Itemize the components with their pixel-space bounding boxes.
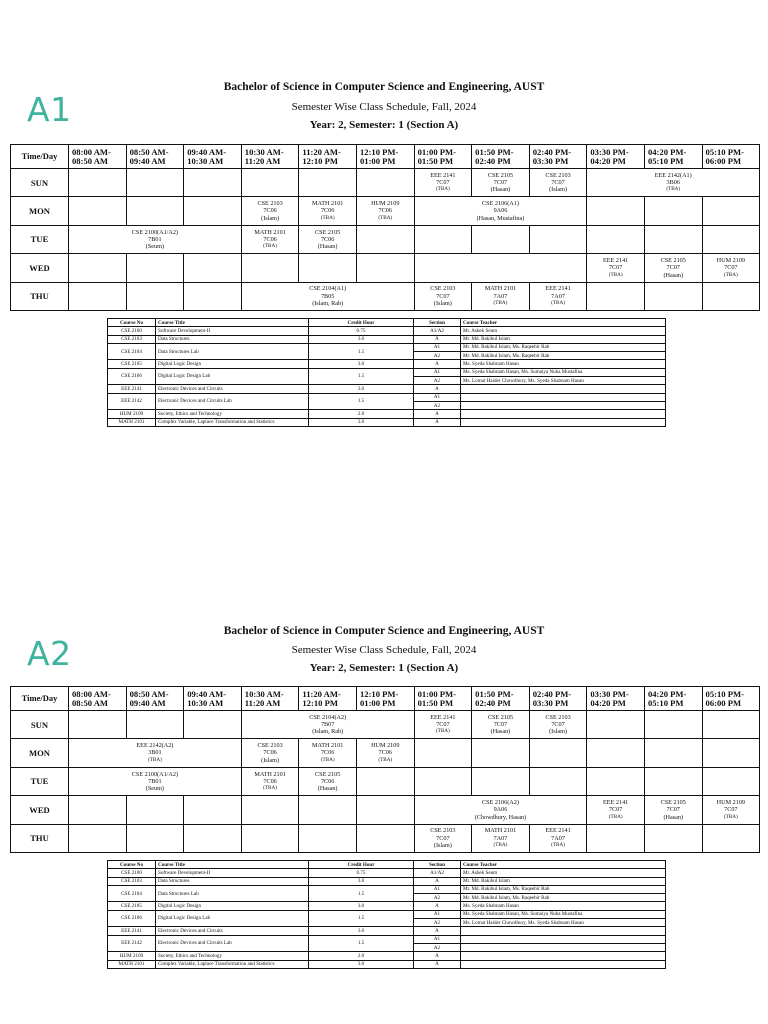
time-slot-header: 10:30 AM- 11:20 AM xyxy=(241,145,299,169)
course-column-header: Course No xyxy=(108,861,156,869)
empty-slot xyxy=(472,225,530,253)
course-title: Electronic Devices and Circuits Lab xyxy=(156,393,309,410)
empty-slot xyxy=(644,197,702,225)
day-label: TUE xyxy=(11,225,69,253)
empty-slot xyxy=(126,254,184,282)
course-section: A1 xyxy=(414,910,461,918)
empty-slot xyxy=(356,767,414,795)
time-slot-header: 01:00 PM- 01:50 PM xyxy=(414,145,472,169)
day-label: MON xyxy=(11,197,69,225)
empty-slot xyxy=(414,225,472,253)
day-label: SUN xyxy=(11,169,69,197)
course-section: A2 xyxy=(414,943,461,951)
empty-slot xyxy=(184,254,242,282)
time-slot-header: 08:00 AM- 08:50 AM xyxy=(69,145,127,169)
time-slot-header: 05:10 PM- 06:00 PM xyxy=(702,145,760,169)
credit-hour: 0.75 xyxy=(309,869,414,877)
empty-slot xyxy=(184,824,242,852)
time-slot-header: 01:50 PM- 02:40 PM xyxy=(472,687,530,711)
empty-slot xyxy=(414,739,472,767)
course-no: CSE 2104 xyxy=(108,343,156,360)
course-column-header: Course Teacher xyxy=(461,319,666,327)
time-day-header: Time/Day xyxy=(11,687,69,711)
empty-slot xyxy=(241,254,299,282)
course-teacher: Ms. Lomat Haider Chowdhury, Ms. Syeda Shabnam Hasan xyxy=(461,919,666,927)
empty-slot xyxy=(299,824,357,852)
course-no: EEE 2142 xyxy=(108,393,156,410)
credit-hour: 1.5 xyxy=(309,368,414,385)
class-cell: CSE 2105 7C06 (Hasan) xyxy=(299,225,357,253)
time-slot-header: 02:40 PM- 03:30 PM xyxy=(529,145,587,169)
empty-slot xyxy=(644,767,702,795)
class-cell: EEE 2141 7C07 (TBA) xyxy=(414,711,472,739)
empty-slot xyxy=(702,739,760,767)
empty-slot xyxy=(472,739,530,767)
course-column-header: Section xyxy=(414,319,461,327)
course-title: Society, Ethics and Technology xyxy=(156,952,309,960)
time-slot-header: 08:00 AM- 08:50 AM xyxy=(69,687,127,711)
course-teacher xyxy=(461,410,666,418)
course-teacher: Mr. Ashek Seum xyxy=(461,327,666,335)
empty-slot xyxy=(587,711,645,739)
empty-slot xyxy=(702,767,760,795)
header-row xyxy=(11,145,760,169)
day-row xyxy=(11,197,760,225)
empty-slot xyxy=(69,824,127,852)
empty-slot xyxy=(356,796,414,824)
class-cell: EEE 2141 7C07 (TBA) xyxy=(587,796,645,824)
class-cell: EEE 2141 7A07 (TBA) xyxy=(529,824,587,852)
credit-hour: 1.5 xyxy=(309,343,414,360)
course-header-row xyxy=(108,319,666,327)
credit-hour: 1.5 xyxy=(309,910,414,927)
empty-slot xyxy=(644,225,702,253)
course-row xyxy=(108,368,666,376)
course-teacher xyxy=(461,960,666,968)
empty-slot xyxy=(126,282,184,310)
credit-hour: 3.0 xyxy=(309,877,414,885)
class-cell: EEE 2142(A1) 3B06 (TBA) xyxy=(587,169,760,197)
course-teacher xyxy=(461,401,666,409)
class-cell: EEE 2141 7A07 (TBA) xyxy=(529,282,587,310)
course-row xyxy=(108,343,666,351)
course-teacher: Mr. Md. Rakibul Islam, Ms. Raqeebir Rab xyxy=(461,885,666,893)
time-slot-header: 08:50 AM- 09:40 AM xyxy=(126,145,184,169)
day-label: WED xyxy=(11,254,69,282)
course-title: Data Structures xyxy=(156,877,309,885)
empty-slot xyxy=(414,254,587,282)
time-slot-header: 12:10 PM- 01:00 PM xyxy=(356,145,414,169)
time-slot-header: 03:30 PM- 04:20 PM xyxy=(587,687,645,711)
empty-slot xyxy=(184,282,242,310)
class-cell: MATH 2101 7A07 (TBA) xyxy=(472,282,530,310)
time-slot-header: 11:20 AM- 12:10 PM xyxy=(299,145,357,169)
course-section: A xyxy=(414,960,461,968)
course-title: Electronic Devices and Circuits xyxy=(156,385,309,393)
course-teacher: Ms. Lomat Haider Chowdhury, Ms. Syeda Shabnam Hasan xyxy=(461,377,666,385)
course-teacher: Ms. Syeda Shabnam Hasan, Ms. Sumaiya Nuha Mustafina xyxy=(461,368,666,376)
class-cell: CSE 2104(A2) 7B07 (Islam, Rab) xyxy=(241,711,414,739)
course-teacher: Mr. Md. Rakibul Islam, Ms. Raqeebir Rab xyxy=(461,352,666,360)
course-row xyxy=(108,910,666,918)
empty-slot xyxy=(644,711,702,739)
course-column-header: Section xyxy=(414,861,461,869)
course-row xyxy=(108,335,666,343)
empty-slot xyxy=(587,767,645,795)
credit-hour: 3.0 xyxy=(309,927,414,935)
empty-slot xyxy=(299,169,357,197)
course-section: A2 xyxy=(414,401,461,409)
course-title: Digital Logic Design Lab xyxy=(156,910,309,927)
credit-hour: 3.0 xyxy=(309,418,414,426)
course-row xyxy=(108,935,666,943)
empty-slot xyxy=(184,169,242,197)
course-no: CSE 2100 xyxy=(108,327,156,335)
empty-slot xyxy=(69,254,127,282)
course-no: MATH 2101 xyxy=(108,960,156,968)
course-title: Electronic Devices and Circuits Lab xyxy=(156,935,309,952)
time-slot-header: 02:40 PM- 03:30 PM xyxy=(529,687,587,711)
course-row xyxy=(108,885,666,893)
header-row xyxy=(11,687,760,711)
day-label: SUN xyxy=(11,711,69,739)
course-no: CSE 2106 xyxy=(108,910,156,927)
course-no: CSE 2104 xyxy=(108,885,156,902)
class-cell: CSE 2104(A1) 7B05 (Islam, Rab) xyxy=(241,282,414,310)
empty-slot xyxy=(702,282,760,310)
course-section: A1 xyxy=(414,343,461,351)
course-section: A1 xyxy=(414,368,461,376)
empty-slot xyxy=(356,254,414,282)
course-teacher: Mr. Md. Rakibul Islam xyxy=(461,335,666,343)
class-cell: CSE 2106(A1) 9A06 (Hasan, Mustafina) xyxy=(414,197,587,225)
course-section: A xyxy=(414,902,461,910)
credit-hour: 3.0 xyxy=(309,385,414,393)
empty-slot xyxy=(299,254,357,282)
class-cell: CSE 2100(A1/A2) 7B01 (Seum) xyxy=(69,767,242,795)
class-schedule-table xyxy=(10,686,760,853)
class-cell: MATH 2101 7C06 (TBA) xyxy=(299,739,357,767)
time-slot-header: 01:00 PM- 01:50 PM xyxy=(414,687,472,711)
course-section: A xyxy=(414,335,461,343)
course-no: CSE 2106 xyxy=(108,368,156,385)
course-row xyxy=(108,952,666,960)
empty-slot xyxy=(126,711,184,739)
empty-slot xyxy=(184,796,242,824)
empty-slot xyxy=(299,796,357,824)
course-no: EEE 2142 xyxy=(108,935,156,952)
course-title: Data Structures Lab xyxy=(156,343,309,360)
empty-slot xyxy=(702,824,760,852)
credit-hour: 1.5 xyxy=(309,393,414,410)
class-cell: MATH 2101 7C06 (TBA) xyxy=(241,767,299,795)
course-row xyxy=(108,902,666,910)
empty-slot xyxy=(69,796,127,824)
course-no: EEE 2141 xyxy=(108,385,156,393)
empty-slot xyxy=(69,282,127,310)
course-teacher: Mr. Md. Rakibul Islam xyxy=(461,877,666,885)
course-teacher xyxy=(461,385,666,393)
day-row xyxy=(11,824,760,852)
empty-slot xyxy=(414,767,472,795)
course-no: CSE 2103 xyxy=(108,335,156,343)
class-cell: MATH 2101 7C06 (TBA) xyxy=(299,197,357,225)
class-cell: EEE 2142(A2) 3B01 (TBA) xyxy=(69,739,242,767)
course-teacher: Ms. Syeda Shabnam Hasan, Ms. Sumaiya Nuha Mustafina xyxy=(461,910,666,918)
empty-slot xyxy=(644,282,702,310)
empty-slot xyxy=(126,796,184,824)
course-column-header: Course No xyxy=(108,319,156,327)
course-header-row xyxy=(108,861,666,869)
time-slot-header: 04:20 PM- 05:10 PM xyxy=(644,687,702,711)
course-teacher xyxy=(461,418,666,426)
course-row xyxy=(108,360,666,368)
class-cell: CSE 2106(A2) 9A06 (Chowdhury, Hasan) xyxy=(414,796,587,824)
class-cell: CSE 2105 7C06 (Hasan) xyxy=(299,767,357,795)
course-title: Electronic Devices and Circuits xyxy=(156,927,309,935)
course-column-header: Credit Hour xyxy=(309,319,414,327)
empty-slot xyxy=(356,169,414,197)
course-title: Digital Logic Design xyxy=(156,902,309,910)
course-row xyxy=(108,869,666,877)
day-label: TUE xyxy=(11,767,69,795)
course-section: A xyxy=(414,952,461,960)
course-section: A xyxy=(414,410,461,418)
time-slot-header: 09:40 AM- 10:30 AM xyxy=(184,687,242,711)
course-teacher xyxy=(461,943,666,951)
class-cell: CSE 2103 7C07 (Islam) xyxy=(414,282,472,310)
day-row xyxy=(11,796,760,824)
class-cell: HUM 2109 7C06 (TBA) xyxy=(356,739,414,767)
course-title: Software Development-II xyxy=(156,327,309,335)
course-row xyxy=(108,418,666,426)
course-section: A1 xyxy=(414,885,461,893)
day-row xyxy=(11,739,760,767)
credit-hour: 1.5 xyxy=(309,935,414,952)
time-day-header: Time/Day xyxy=(11,145,69,169)
empty-slot xyxy=(587,824,645,852)
day-row xyxy=(11,169,760,197)
course-teacher: Mr. Md. Rakibul Islam, Ms. Raqeebir Rab xyxy=(461,894,666,902)
class-cell: CSE 2103 7C07 (Islam) xyxy=(414,824,472,852)
time-slot-header: 12:10 PM- 01:00 PM xyxy=(356,687,414,711)
course-section: A2 xyxy=(414,919,461,927)
course-teacher xyxy=(461,393,666,401)
empty-slot xyxy=(241,796,299,824)
empty-slot xyxy=(356,824,414,852)
course-row xyxy=(108,327,666,335)
course-row xyxy=(108,410,666,418)
time-slot-header: 01:50 PM- 02:40 PM xyxy=(472,145,530,169)
empty-slot xyxy=(644,739,702,767)
course-teacher: Ms. Syeda Shabnam Hasan xyxy=(461,902,666,910)
course-section: A2 xyxy=(414,377,461,385)
course-teacher xyxy=(461,952,666,960)
course-section: A xyxy=(414,360,461,368)
course-no: HUM 2109 xyxy=(108,410,156,418)
empty-slot xyxy=(702,197,760,225)
empty-slot xyxy=(184,711,242,739)
empty-slot xyxy=(587,197,645,225)
class-schedule-table xyxy=(10,144,760,311)
time-slot-header: 04:20 PM- 05:10 PM xyxy=(644,145,702,169)
course-column-header: Course Title xyxy=(156,861,309,869)
class-cell: CSE 2105 7C07 (Hasan) xyxy=(644,796,702,824)
day-row xyxy=(11,767,760,795)
course-section: A2 xyxy=(414,894,461,902)
empty-slot xyxy=(587,739,645,767)
document-subtitle: Semester Wise Class Schedule, Fall, 2024 xyxy=(291,101,477,113)
course-title: Society, Ethics and Technology xyxy=(156,410,309,418)
course-no: HUM 2109 xyxy=(108,952,156,960)
empty-slot xyxy=(184,197,242,225)
empty-slot xyxy=(529,739,587,767)
day-row xyxy=(11,225,760,253)
class-cell: CSE 2103 7C06 (Islam) xyxy=(241,739,299,767)
class-cell: HUM 2109 7C06 (TBA) xyxy=(356,197,414,225)
empty-slot xyxy=(529,767,587,795)
day-row xyxy=(11,254,760,282)
empty-slot xyxy=(69,711,127,739)
course-no: CSE 2105 xyxy=(108,360,156,368)
credit-hour: 3.0 xyxy=(309,960,414,968)
course-row xyxy=(108,877,666,885)
class-cell: HUM 2109 7C07 (TBA) xyxy=(702,254,760,282)
course-title: Digital Logic Design Lab xyxy=(156,368,309,385)
empty-slot xyxy=(241,169,299,197)
section-label: A2 xyxy=(27,634,72,673)
course-section: A1 xyxy=(414,393,461,401)
course-section: A xyxy=(414,927,461,935)
document-title: Bachelor of Science in Computer Science and Engineering, AUST xyxy=(223,81,545,93)
class-cell: MATH 2101 7A07 (TBA) xyxy=(472,824,530,852)
course-section: A xyxy=(414,877,461,885)
course-section: A xyxy=(414,385,461,393)
empty-slot xyxy=(126,197,184,225)
class-cell: CSE 2100(A1/A2) 7B01 (Seum) xyxy=(69,225,242,253)
day-row xyxy=(11,282,760,310)
class-cell: MATH 2101 7C06 (TBA) xyxy=(241,225,299,253)
empty-slot xyxy=(587,282,645,310)
course-title: Software Development-II xyxy=(156,869,309,877)
course-title: Data Structures xyxy=(156,335,309,343)
course-teacher: Ms. Syeda Shabnam Hasan xyxy=(461,360,666,368)
schedule-heading: Year: 2, Semester: 1 (Section A) xyxy=(309,119,459,131)
empty-slot xyxy=(702,225,760,253)
course-section: A xyxy=(414,418,461,426)
day-label: THU xyxy=(11,282,69,310)
course-teacher xyxy=(461,927,666,935)
class-cell: CSE 2105 7C07 (Hasan) xyxy=(472,169,530,197)
time-slot-header: 05:10 PM- 06:00 PM xyxy=(702,687,760,711)
time-slot-header: 09:40 AM- 10:30 AM xyxy=(184,145,242,169)
class-cell: CSE 2103 7C07 (Islam) xyxy=(529,169,587,197)
day-label: WED xyxy=(11,796,69,824)
day-label: MON xyxy=(11,739,69,767)
time-slot-header: 10:30 AM- 11:20 AM xyxy=(241,687,299,711)
class-cell: CSE 2103 7C06 (Islam) xyxy=(241,197,299,225)
class-cell: CSE 2105 7C07 (Hasan) xyxy=(644,254,702,282)
empty-slot xyxy=(644,824,702,852)
document-title: Bachelor of Science in Computer Science and Engineering, AUST xyxy=(223,625,545,637)
credit-hour: 2.0 xyxy=(309,410,414,418)
course-title: Digital Logic Design xyxy=(156,360,309,368)
course-section: A1/A2 xyxy=(414,869,461,877)
course-title: Data Structures Lab xyxy=(156,885,309,902)
credit-hour: 2.0 xyxy=(309,952,414,960)
course-no: EEE 2141 xyxy=(108,927,156,935)
course-no: CSE 2105 xyxy=(108,902,156,910)
class-cell: CSE 2105 7C07 (Hasan) xyxy=(472,711,530,739)
course-section: A2 xyxy=(414,352,461,360)
time-slot-header: 08:50 AM- 09:40 AM xyxy=(126,687,184,711)
credit-hour: 3.0 xyxy=(309,360,414,368)
course-column-header: Credit Hour xyxy=(309,861,414,869)
course-row xyxy=(108,385,666,393)
course-no: CSE 2103 xyxy=(108,877,156,885)
class-cell: HUM 2109 7C07 (TBA) xyxy=(702,796,760,824)
empty-slot xyxy=(702,711,760,739)
credit-hour: 3.0 xyxy=(309,902,414,910)
course-column-header: Course Teacher xyxy=(461,861,666,869)
empty-slot xyxy=(126,169,184,197)
class-cell: EEE 2141 7C07 (TBA) xyxy=(414,169,472,197)
credit-hour: 0.75 xyxy=(309,327,414,335)
time-slot-header: 11:20 AM- 12:10 PM xyxy=(299,687,357,711)
course-info-table xyxy=(107,318,666,427)
empty-slot xyxy=(472,767,530,795)
credit-hour: 1.5 xyxy=(309,885,414,902)
course-no: MATH 2101 xyxy=(108,418,156,426)
empty-slot xyxy=(529,225,587,253)
time-slot-header: 03:30 PM- 04:20 PM xyxy=(587,145,645,169)
course-teacher: Mr. Ashek Seum xyxy=(461,869,666,877)
empty-slot xyxy=(587,225,645,253)
course-info-table xyxy=(107,860,666,969)
schedule-heading: Year: 2, Semester: 1 (Section A) xyxy=(309,662,459,674)
course-section: A1 xyxy=(414,935,461,943)
course-title: Complex Variable, Laplace Transformation and Statistics xyxy=(156,960,309,968)
day-label: THU xyxy=(11,824,69,852)
day-row xyxy=(11,711,760,739)
section-label: A1 xyxy=(27,90,72,129)
course-column-header: Course Title xyxy=(156,319,309,327)
course-teacher xyxy=(461,935,666,943)
course-teacher: Mr. Md. Rakibul Islam, Ms. Raqeebir Rab xyxy=(461,343,666,351)
empty-slot xyxy=(356,225,414,253)
course-title: Complex Variable, Laplace Transformation and Statistics xyxy=(156,418,309,426)
empty-slot xyxy=(126,824,184,852)
class-cell: CSE 2103 7C07 (Islam) xyxy=(529,711,587,739)
empty-slot xyxy=(241,824,299,852)
course-row xyxy=(108,393,666,401)
course-section: A1/A2 xyxy=(414,327,461,335)
empty-slot xyxy=(69,197,127,225)
credit-hour: 3.0 xyxy=(309,335,414,343)
document-subtitle: Semester Wise Class Schedule, Fall, 2024 xyxy=(291,644,477,656)
course-no: CSE 2100 xyxy=(108,869,156,877)
empty-slot xyxy=(69,169,127,197)
course-row xyxy=(108,960,666,968)
course-row xyxy=(108,927,666,935)
class-cell: EEE 2141 7C07 (TBA) xyxy=(587,254,645,282)
